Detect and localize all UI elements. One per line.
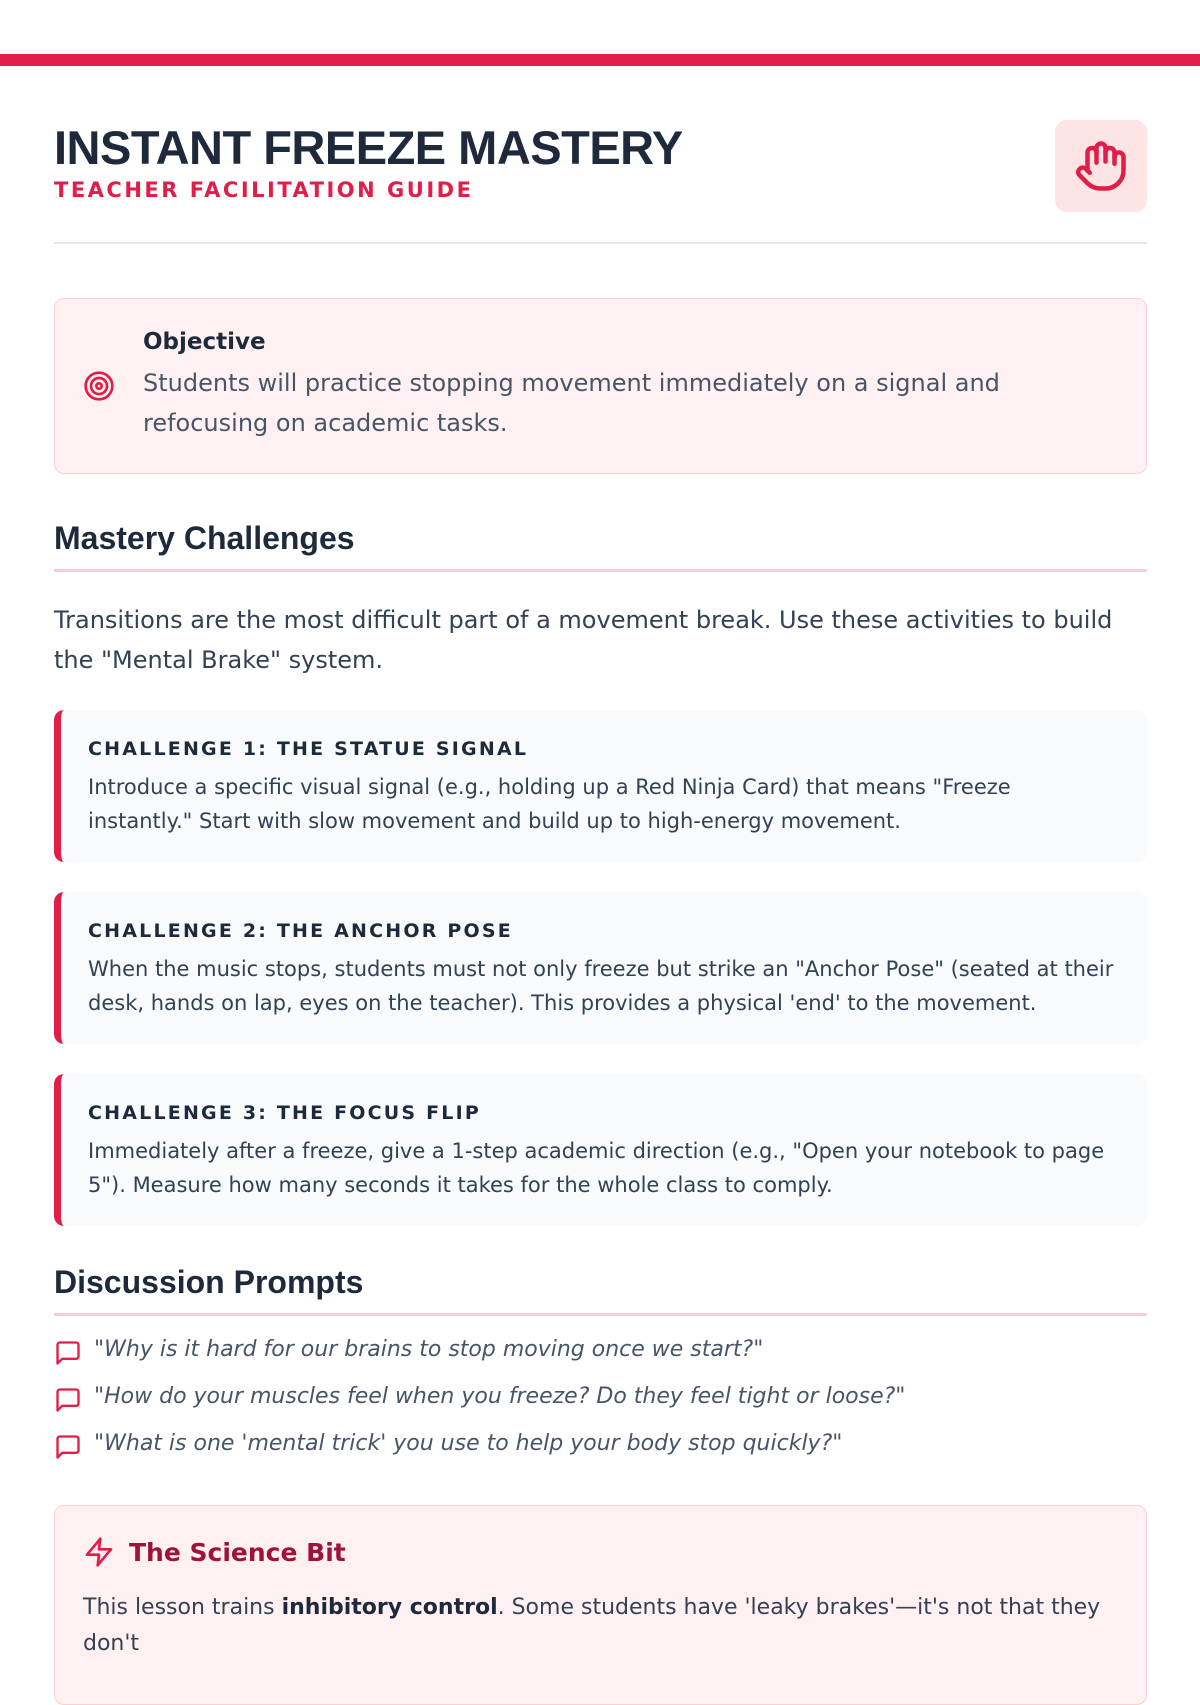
list-item	[54, 1326, 1147, 1373]
challenge-title: CHALLENGE 2: THE ANCHOR POSE	[88, 920, 513, 942]
speech-bubble-icon	[54, 1380, 94, 1414]
hand-badge	[1055, 120, 1147, 212]
page-subtitle: TEACHER FACILITATION GUIDE	[54, 178, 474, 202]
lightning-icon	[83, 1536, 115, 1568]
objective-box	[54, 298, 1147, 474]
challenge-card	[54, 710, 1147, 862]
discussion-heading: Discussion Prompts	[54, 1264, 1147, 1316]
prompt-text: "Why is it hard for our brains to stop moving once we start?"	[94, 1337, 764, 1362]
objective-text: Students will practice stopping movement immediately on a signal and refocusing on academic tasks.	[143, 369, 1000, 437]
science-box	[54, 1505, 1147, 1705]
challenge-card	[54, 892, 1147, 1044]
science-text-start: This lesson trains	[83, 1595, 282, 1620]
objective-icon-wrap	[83, 370, 143, 402]
science-header	[83, 1536, 1118, 1568]
hand-icon	[1074, 139, 1128, 193]
challenge-title: CHALLENGE 3: THE FOCUS FLIP	[88, 1102, 482, 1124]
discussion-list	[54, 1326, 1147, 1467]
top-accent-bar	[0, 54, 1200, 66]
prompt-text: "What is one 'mental trick' you use to help your body stop quickly?"	[94, 1431, 843, 1456]
speech-bubble-icon	[54, 1427, 94, 1461]
title-block	[54, 120, 683, 202]
guide-page	[54, 66, 1147, 1705]
science-title: The Science Bit	[129, 1537, 346, 1567]
science-text	[83, 1590, 1118, 1662]
list-item	[54, 1420, 1147, 1467]
challenge-title: CHALLENGE 1: THE STATUE SIGNAL	[88, 738, 529, 760]
science-text-end: . Some students have 'leaky brakes'—it's not that they don't	[83, 1595, 1101, 1656]
challenge-text: Introduce a specific visual signal (e.g., holding up a Red Ninja Card) that means "Freeze instantly." Start with slow movement and build up to high-energy movement.	[88, 775, 1011, 833]
page-header	[54, 66, 1147, 244]
list-item	[54, 1373, 1147, 1420]
objective-label: Objective	[143, 329, 266, 355]
challenges-heading: Mastery Challenges	[54, 520, 1147, 572]
objective-content	[143, 329, 1118, 443]
target-icon	[83, 370, 115, 402]
speech-bubble-icon	[54, 1333, 94, 1367]
challenges-intro: Transitions are the most difficult part of a movement break. Use these activities to build the "Mental Brake" system.	[54, 606, 1113, 674]
prompt-text: "How do your muscles feel when you freeze? Do they feel tight or loose?"	[94, 1384, 906, 1409]
challenge-text: When the music stops, students must not only freeze but strike an "Anchor Pose" (seated at their desk, hands on lap, eyes on the teacher). This provides a physical 'end' to the movement.	[88, 957, 1114, 1015]
challenge-text: Immediately after a freeze, give a 1-step academic direction (e.g., "Open your notebook to page 5"). Measure how many seconds it takes for the whole class to comply.	[88, 1139, 1105, 1197]
science-text-bold: inhibitory control	[281, 1595, 498, 1620]
page-title: INSTANT FREEZE MASTERY	[54, 121, 683, 174]
challenge-card	[54, 1074, 1147, 1226]
